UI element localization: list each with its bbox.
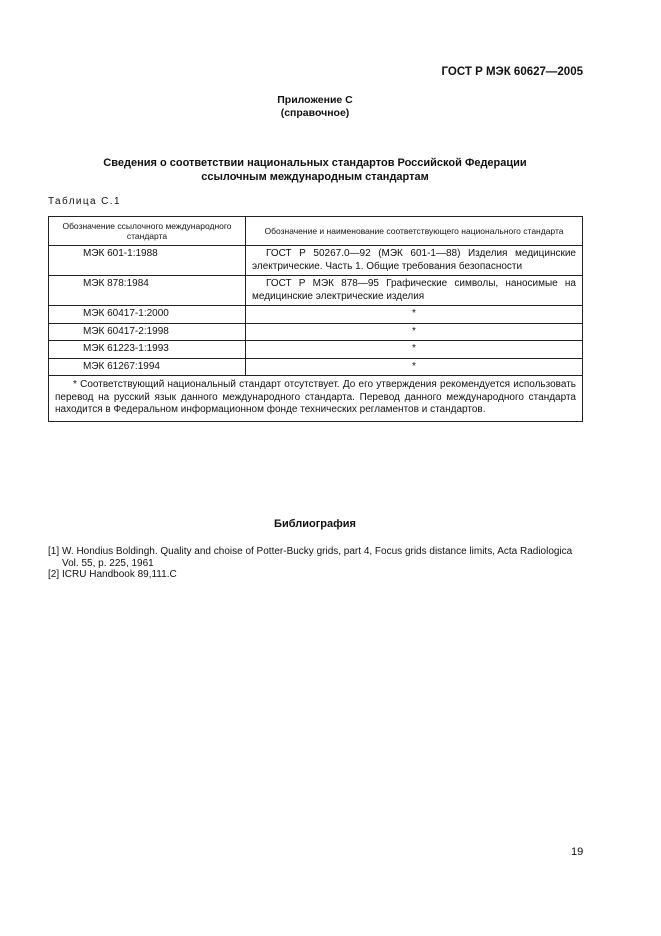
page-number: 19 [571, 846, 584, 858]
bibliography-item-number: [1] [48, 546, 60, 557]
intl-standard-cell: МЭК 60417-2:1998 [49, 323, 246, 341]
table-row [49, 306, 583, 324]
col2-header: Обозначение и наименование соответствующего национального стандарта [246, 217, 583, 246]
table-row [49, 323, 583, 341]
intl-standard-cell: МЭК 601-1:1988 [49, 246, 246, 276]
table-footnote-row [49, 376, 583, 422]
bibliography-title: Библиография [274, 518, 356, 530]
appendix-label: Приложение С [277, 94, 353, 106]
national-standard-cell: ГОСТ Р 50267.0—92 (МЭК 601-1—88) Изделия медицинские электрические. Часть 1. Общие требования безопасности [246, 246, 583, 276]
intl-standard-cell: МЭК 60417-1:2000 [49, 306, 246, 324]
section-title-line2: ссылочным международным стандартам [201, 171, 429, 183]
table-row [49, 358, 583, 376]
section-title-line1: Сведения о соответствии национальных стандартов Российской Федерации [103, 157, 527, 169]
bibliography-item-number: [2] [48, 569, 60, 580]
national-standard-cell: * [246, 306, 583, 324]
bibliography-item [48, 569, 583, 581]
intl-standard-cell: МЭК 878:1984 [49, 276, 246, 306]
section-title [0, 156, 630, 184]
intl-standard-cell: МЭК 61267:1994 [49, 358, 246, 376]
col1-header: Обозначение ссылочного международного стандарта [49, 217, 246, 246]
table-header-row [49, 217, 583, 246]
table-footnote: * Соответствующий национальный стандарт отсутствует. До его утверждения рекомендуется использовать перевод на русский язык данного международного стандарта. Перевод данного международного стандарта находится в Федеральном информационном фонде технических регламентов и стандартов. [49, 376, 583, 422]
bibliography-list [48, 546, 583, 581]
intl-standard-cell: МЭК 61223-1:1993 [49, 341, 246, 359]
table-row [49, 276, 583, 306]
table-row [49, 246, 583, 276]
bibliography-item-text: ICRU Handbook 89,111.C [62, 569, 177, 580]
bibliography-item-text: W. Hondius Boldingh. Quality and choise of Potter-Bucky grids, part 4, Focus grids distance limits, Acta Radiologica Vol. 55, p. 225, 1961 [62, 546, 573, 569]
correspondence-table [48, 216, 583, 422]
national-standard-cell: * [246, 358, 583, 376]
appendix-note: (справочное) [280, 107, 350, 119]
appendix-heading [0, 94, 630, 120]
national-standard-cell: * [246, 341, 583, 359]
table-caption: Таблица С.1 [48, 196, 121, 207]
table-row [49, 341, 583, 359]
national-standard-cell: * [246, 323, 583, 341]
bibliography-item [48, 546, 583, 569]
national-standard-cell: ГОСТ Р МЭК 878—95 Графические символы, наносимые на медицинские электрические изделия [246, 276, 583, 306]
standard-code-header: ГОСТ Р МЭК 60627—2005 [441, 66, 583, 78]
